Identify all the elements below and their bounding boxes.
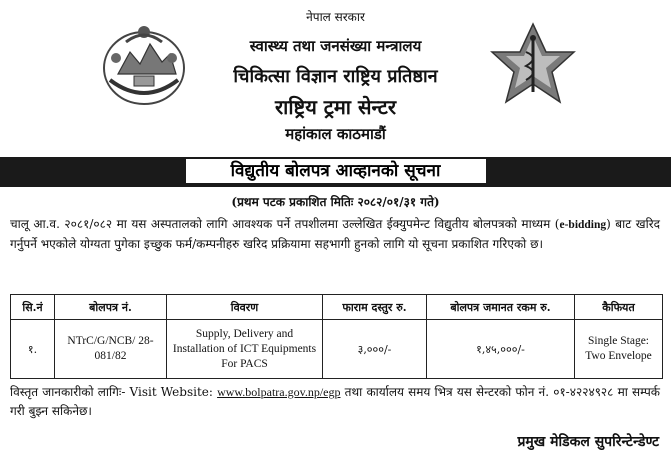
notice-title: विद्युतीय बोलपत्र आव्हानको सूचना <box>186 159 486 183</box>
notice-body-part2: ) बाट खरिद गर्नुपर्ने भएकोले योग्यता पुगेका इच्छुक फर्म/कम्पनीहरु खरिद प्रक्रियामा सहभागी हुनको लागि यो सूचना प्रकाशित गरिएको छ। <box>10 217 660 251</box>
header-form-fee: फाराम दस्तुर रु. <box>323 295 427 320</box>
cell-description: Supply, Delivery and Installation of ICT Equipments For PACS <box>167 320 323 379</box>
center-name: राष्ट्रिय ट्रमा सेन्टर <box>274 95 397 119</box>
notice-banner <box>0 157 671 187</box>
cell-serial: १. <box>11 320 55 379</box>
notice-body <box>10 215 660 254</box>
header-remarks: कैफियत <box>575 295 663 320</box>
trauma-center-logo-icon <box>490 22 576 106</box>
cell-bid-security: १,४५,०००/- <box>427 320 575 379</box>
cell-bid-number: NTrC/G/NCB/ 28-081/82 <box>55 320 167 379</box>
table-row <box>11 320 663 379</box>
government-line: नेपाल सरकार <box>306 10 365 24</box>
notice-body-part1: चालू आ.व. २०८१/०८२ मा यस अस्पतालको लागि आवश्यक पर्ने तपशीलमा उल्लेखित ईक्युपमेन्ट विद्युतीय बोलपत्रको माध्यम ( <box>10 217 560 231</box>
academy-line: चिकित्सा विज्ञान राष्ट्रिय प्रतिष्ठान <box>233 66 438 87</box>
publication-date: (प्रथम पटक प्रकाशित मितिः २०८२/०१/३१ गते) <box>231 195 440 209</box>
address-line: महांकाल काठमाडौं <box>285 125 386 143</box>
contact-info <box>10 383 660 421</box>
header-description: विवरण <box>167 295 323 320</box>
contact-info-part1: विस्तृत जानकारीको लागिः- Visit Website: <box>10 385 218 399</box>
cell-remarks: Single Stage: Two Envelope <box>575 320 663 379</box>
header-bid-number: बोलपत्र नं. <box>55 295 167 320</box>
cell-form-fee: ३,०००/- <box>323 320 427 379</box>
signatory-title: प्रमुख मेडिकल सुपरिन्टेन्डेण्ट <box>517 434 659 450</box>
header-serial: सि.नं <box>11 295 55 320</box>
ministry-line: स्वास्थ्य तथा जनसंख्या मन्त्रालय <box>249 37 422 55</box>
bolpatra-link[interactable]: www.bolpatra.gov.np/egp <box>217 385 341 399</box>
letterhead <box>0 0 671 158</box>
table-header-row <box>11 295 663 320</box>
header-bid-security: बोलपत्र जमानत रकम रु. <box>427 295 575 320</box>
contact-info-part2: तथा कार्यालय समय भित्र यस सेन्टरको फोन नं. ०१-४२२४९२८ मा सम्पर्क गरी बुझ्न सकिनेछ। <box>10 385 660 418</box>
e-bidding-label: e-bidding <box>559 219 607 231</box>
tender-table <box>10 294 663 379</box>
